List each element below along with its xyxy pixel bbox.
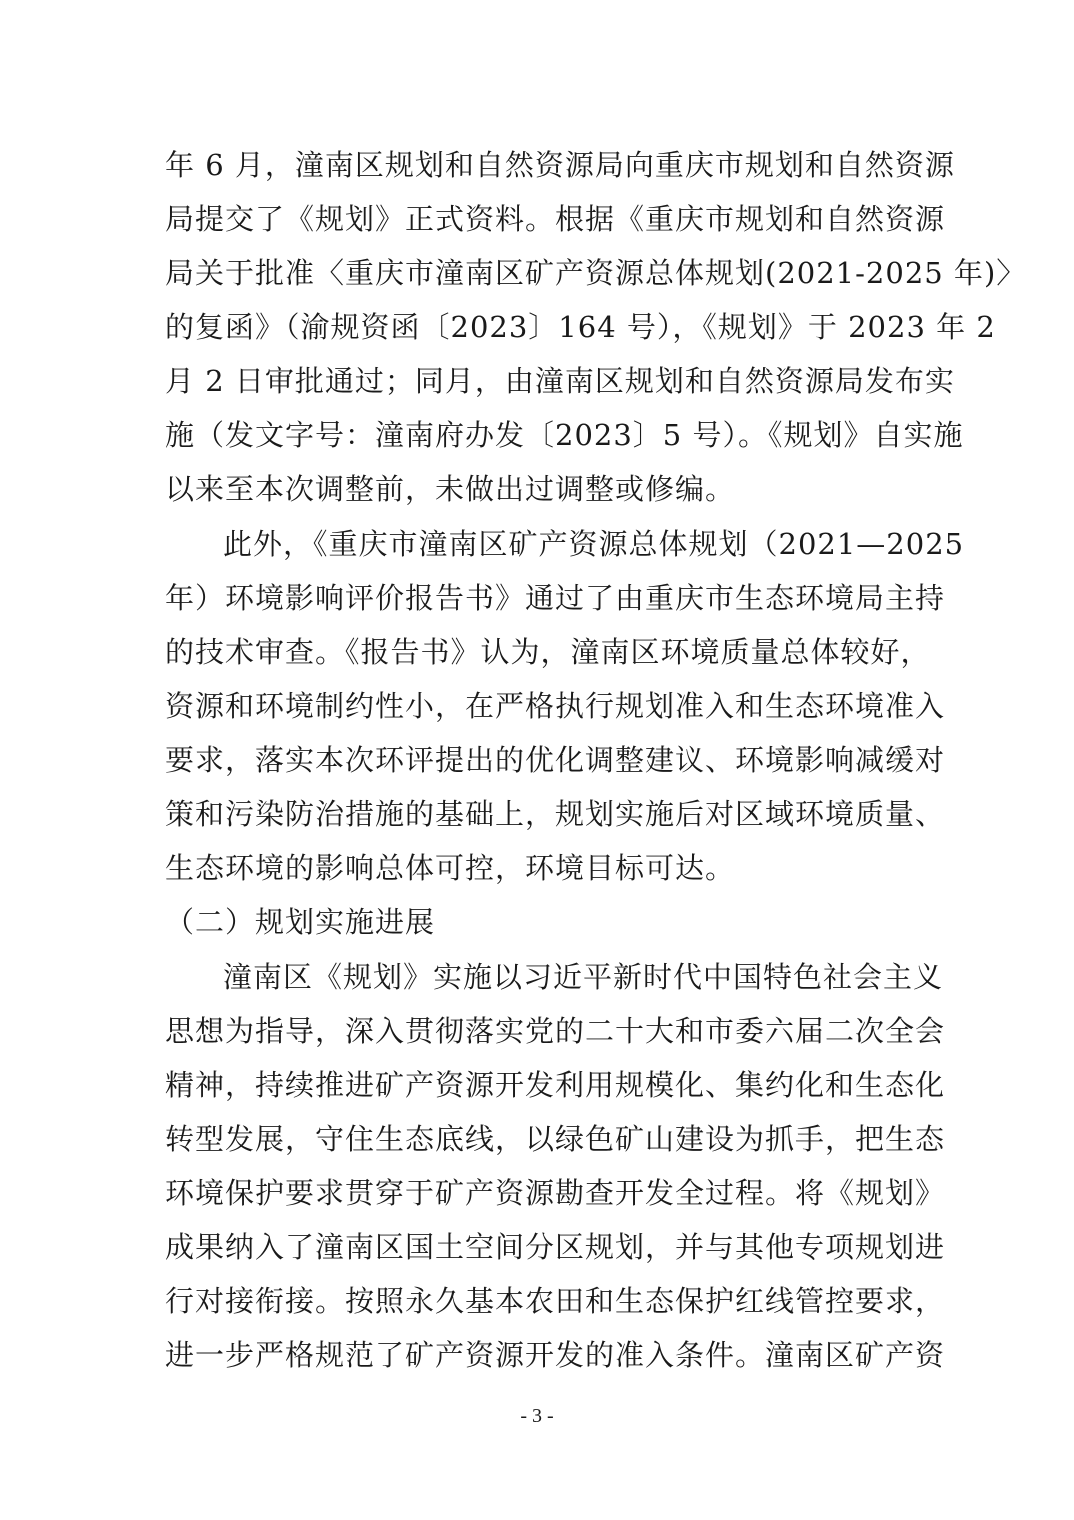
paragraph-1-line-5: 月 2 日审批通过；同月，由潼南区规划和自然资源局发布实 — [165, 364, 955, 398]
section-heading: （二）规划实施进展 — [165, 905, 436, 939]
paragraph-2-line-1: 此外，《重庆市潼南区矿产资源总体规划（2021—2025 — [223, 527, 965, 561]
paragraph-3-line-2: 思想为指导，深入贯彻落实党的二十大和市委六届二次全会 — [165, 1014, 946, 1048]
paragraph-3-line-1: 潼南区《规划》实施以习近平新时代中国特色社会主义 — [223, 960, 944, 994]
paragraph-2-line-7: 生态环境的影响总体可控，环境目标可达。 — [165, 851, 736, 885]
paragraph-1-line-3: 局关于批准〈重庆市潼南区矿产资源总体规划(2021-2025 年)〉 — [165, 256, 1027, 290]
paragraph-3-line-5: 环境保护要求贯穿于矿产资源勘查开发全过程。将《规划》 — [165, 1176, 946, 1210]
paragraph-1-line-6: 施（发文字号：潼南府办发〔2023〕5 号）。《规划》自实施 — [165, 418, 964, 452]
paragraph-2-line-3: 的技术审查。《报告书》认为，潼南区环境质量总体较好， — [165, 635, 931, 669]
paragraph-2-line-4: 资源和环境制约性小，在严格执行规划准入和生态环境准入 — [165, 689, 946, 723]
paragraph-2-line-5: 要求，落实本次环评提出的优化调整建议、环境影响减缓对 — [165, 743, 946, 777]
paragraph-2-line-6: 策和污染防治措施的基础上，规划实施后对区域环境质量、 — [165, 797, 946, 831]
paragraph-1-line-4: 的复函》（渝规资函〔2023〕164 号），《规划》于 2023 年 2 — [165, 310, 996, 344]
paragraph-1-line-7: 以来至本次调整前，未做出过调整或修编。 — [165, 472, 736, 506]
paragraph-3-line-7: 行对接衔接。按照永久基本农田和生态保护红线管控要求， — [165, 1284, 946, 1318]
paragraph-2-line-2: 年）环境影响评价报告书》通过了由重庆市生态环境局主持 — [165, 581, 946, 615]
paragraph-3-line-4: 转型发展，守住生态底线，以绿色矿山建设为抓手，把生态 — [165, 1122, 946, 1156]
paragraph-3-line-6: 成果纳入了潼南区国土空间分区规划，并与其他专项规划进 — [165, 1230, 946, 1264]
page-number: - 3 - — [520, 1405, 554, 1427]
paragraph-1-line-2: 局提交了《规划》正式资料。根据《重庆市规划和自然资源 — [165, 202, 946, 236]
paragraph-3-line-8: 进一步严格规范了矿产资源开发的准入条件。潼南区矿产资 — [165, 1338, 946, 1372]
paragraph-1-line-1: 年 6 月，潼南区规划和自然资源局向重庆市规划和自然资源 — [165, 148, 955, 182]
paragraph-3-line-3: 精神，持续推进矿产资源开发利用规模化、集约化和生态化 — [165, 1068, 946, 1102]
